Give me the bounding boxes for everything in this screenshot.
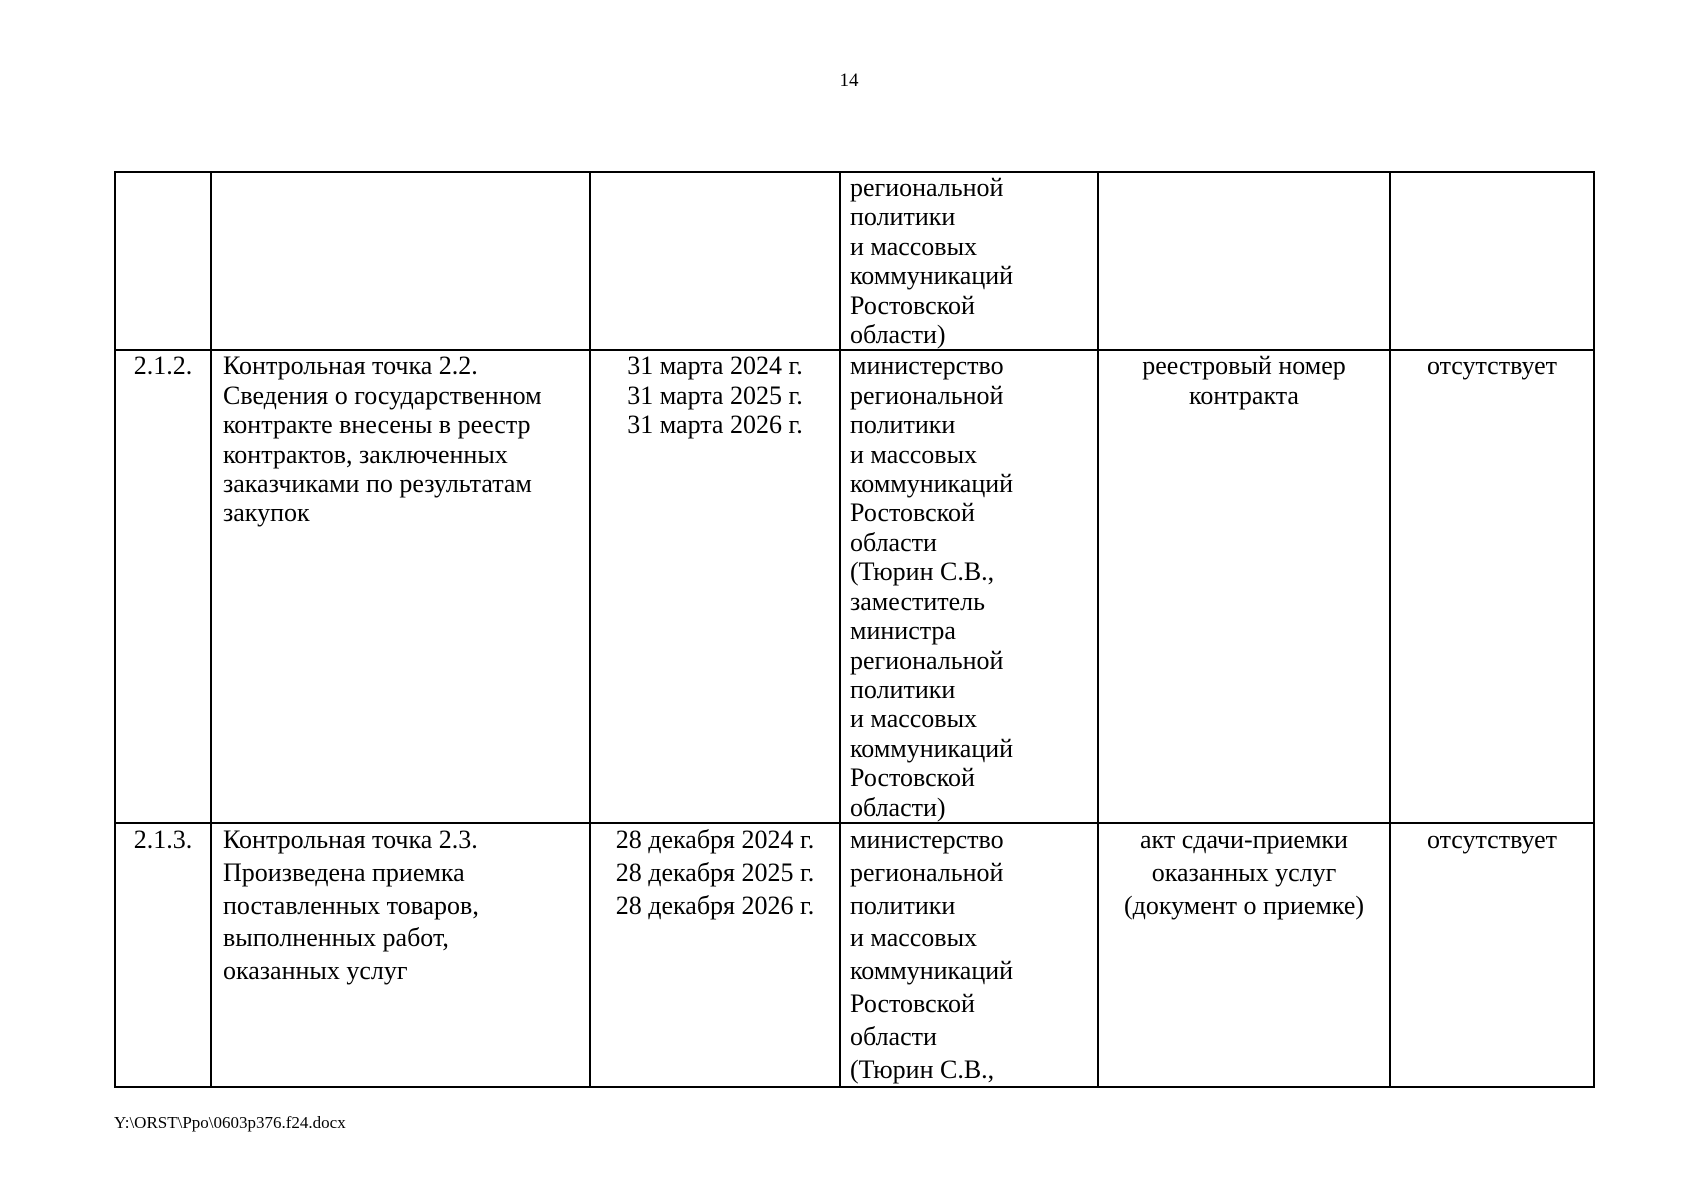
responsible-line: региональной bbox=[850, 380, 1004, 410]
deadline-date: 28 декабря 2024 г. bbox=[615, 824, 815, 854]
name-line: контракте внесены в реестр bbox=[223, 410, 531, 440]
info-system-cell bbox=[1390, 823, 1594, 1087]
responsible-line: политики bbox=[850, 674, 956, 704]
document-line: контракта bbox=[1189, 380, 1299, 410]
responsible-line: политики bbox=[850, 202, 956, 232]
responsible-line: области bbox=[850, 1021, 937, 1051]
row-number: 2.1.2. bbox=[133, 351, 193, 381]
table-row bbox=[115, 823, 1594, 1087]
responsible-line: области) bbox=[850, 792, 946, 822]
responsible-line: и массовых bbox=[850, 923, 978, 953]
deadline-date: 31 марта 2024 г. bbox=[627, 351, 803, 381]
responsible-line: Ростовской bbox=[850, 498, 975, 528]
control-point-name-cell bbox=[211, 823, 590, 1087]
file-path-footer: Y:\ORST\Ppo\0603p376.f24.docx bbox=[114, 1113, 346, 1132]
responsible-line: министра bbox=[850, 616, 956, 646]
name-line: Произведена приемка bbox=[223, 857, 465, 887]
name-line: поставленных товаров, bbox=[223, 890, 479, 920]
responsible-line: Ростовской bbox=[850, 988, 975, 1018]
responsible-line: области bbox=[850, 527, 937, 557]
responsible-line: области) bbox=[850, 320, 946, 350]
responsible-cell bbox=[840, 350, 1098, 823]
responsible-cell bbox=[840, 823, 1098, 1087]
document-line: реестровый номер bbox=[1142, 351, 1346, 381]
responsible-line: политики bbox=[850, 410, 956, 440]
responsible-line: региональной bbox=[850, 173, 1004, 202]
responsible-line: заместитель bbox=[850, 586, 986, 616]
deadline-date: 28 декабря 2025 г. bbox=[615, 857, 815, 887]
responsible-line: коммуникаций bbox=[850, 733, 1014, 763]
document-cell bbox=[1098, 172, 1390, 350]
table-row bbox=[115, 350, 1594, 823]
row-number-cell bbox=[115, 823, 211, 1087]
deadline-date: 28 декабря 2026 г. bbox=[615, 890, 815, 920]
row-number: 2.1.3. bbox=[133, 824, 193, 854]
responsible-cell bbox=[840, 172, 1098, 350]
document-cell bbox=[1098, 823, 1390, 1087]
name-line: оказанных услуг bbox=[223, 956, 408, 986]
row-number-cell bbox=[115, 350, 211, 823]
deadline-date: 31 марта 2025 г. bbox=[627, 380, 803, 410]
responsible-line: коммуникаций bbox=[850, 469, 1014, 499]
info-system-cell bbox=[1390, 172, 1594, 350]
document-cell bbox=[1098, 350, 1390, 823]
document-line: (документ о приемке) bbox=[1123, 890, 1365, 920]
table-row bbox=[115, 172, 1594, 350]
responsible-line: и массовых bbox=[850, 439, 978, 469]
responsible-line: и массовых bbox=[850, 704, 978, 734]
responsible-line: министерство bbox=[850, 824, 1004, 854]
name-line: контрактов, заключенных bbox=[223, 439, 508, 469]
row-number-cell bbox=[115, 172, 211, 350]
control-points-table bbox=[114, 171, 1595, 1088]
name-line: закупок bbox=[223, 498, 310, 528]
control-point-name-cell bbox=[211, 172, 590, 350]
responsible-line: Ростовской bbox=[850, 763, 975, 793]
document-line: оказанных услуг bbox=[1151, 857, 1337, 887]
name-line: заказчиками по результатам bbox=[223, 469, 532, 499]
responsible-line: региональной bbox=[850, 857, 1004, 887]
name-line: Контрольная точка 2.3. bbox=[223, 824, 478, 854]
document-line: акт сдачи-приемки bbox=[1140, 824, 1348, 854]
responsible-line: коммуникаций bbox=[850, 261, 1014, 291]
deadline-cell bbox=[590, 823, 840, 1087]
page-number: 14 bbox=[839, 70, 859, 91]
responsible-line: и массовых bbox=[850, 231, 978, 261]
deadline-cell bbox=[590, 172, 840, 350]
control-point-name-cell bbox=[211, 350, 590, 823]
responsible-line: министерство bbox=[850, 351, 1004, 381]
info-system-value: отсутствует bbox=[1426, 824, 1558, 854]
responsible-line: (Тюрин С.В., bbox=[850, 1054, 995, 1084]
deadline-cell bbox=[590, 350, 840, 823]
info-system-cell bbox=[1390, 350, 1594, 823]
responsible-line: Ростовской bbox=[850, 290, 975, 320]
responsible-line: коммуникаций bbox=[850, 956, 1014, 986]
responsible-line: политики bbox=[850, 890, 956, 920]
name-line: Сведения о государственном bbox=[223, 380, 542, 410]
responsible-line: (Тюрин С.В., bbox=[850, 557, 995, 587]
name-line: Контрольная точка 2.2. bbox=[223, 351, 478, 381]
name-line: выполненных работ, bbox=[223, 923, 449, 953]
deadline-date: 31 марта 2026 г. bbox=[627, 410, 803, 440]
responsible-line: региональной bbox=[850, 645, 1004, 675]
info-system-value: отсутствует bbox=[1426, 351, 1558, 381]
